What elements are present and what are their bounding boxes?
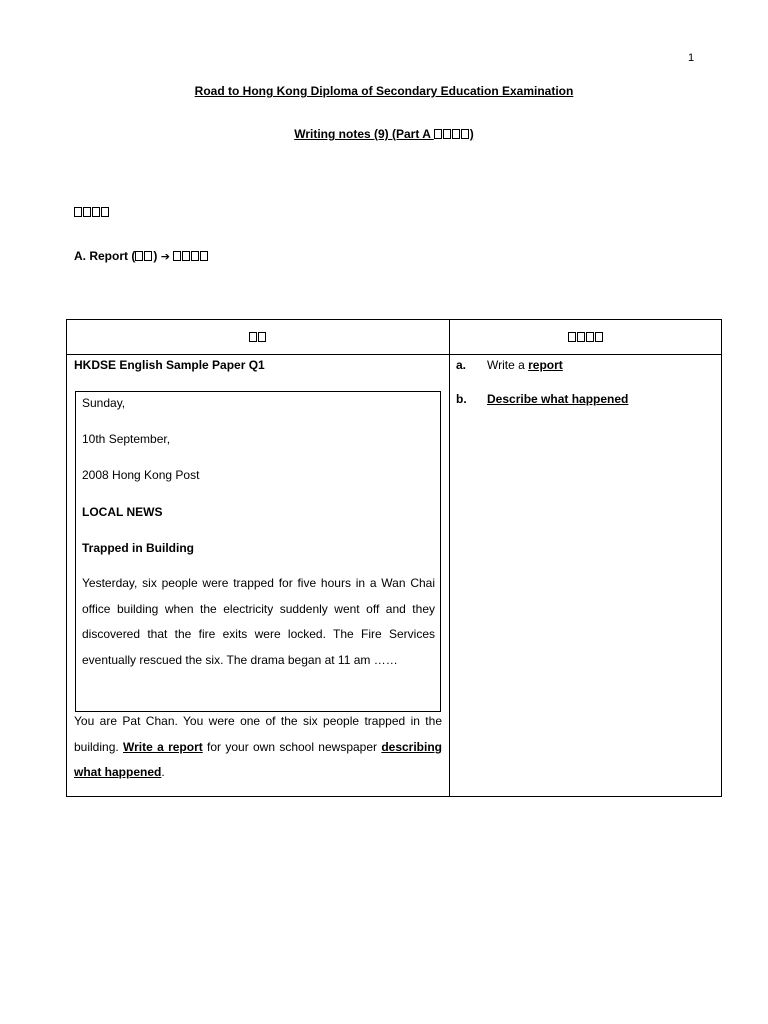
table-divider xyxy=(449,320,450,796)
section-a-mid: ) xyxy=(153,249,161,263)
subtitle-suffix: ) xyxy=(469,127,474,141)
task-instructions xyxy=(74,709,442,786)
task-item-text xyxy=(487,358,563,372)
task-item-letter: b. xyxy=(456,392,467,406)
document-title: Road to Hong Kong Diploma of Secondary Education Examination xyxy=(194,84,574,98)
task-text-1: You are Pat Chan. You were one of the six people trapped in the building. xyxy=(74,714,442,754)
task-item-text xyxy=(487,392,628,406)
section-a-prefix: A. Report ( xyxy=(74,249,136,263)
table-header-right xyxy=(450,320,721,354)
news-headline: Trapped in Building xyxy=(82,541,194,555)
news-day: Sunday, xyxy=(82,396,126,410)
subtitle-prefix: Writing notes (9) (Part A xyxy=(294,127,434,141)
task-item-emph: Describe what happened xyxy=(487,392,629,406)
page-number: 1 xyxy=(687,52,695,64)
news-source: 2008 Hong Kong Post xyxy=(82,468,200,482)
task-text-4: describing what happened xyxy=(74,739,442,779)
news-section: LOCAL NEWS xyxy=(82,505,163,519)
news-excerpt-box xyxy=(75,391,441,712)
document-subtitle xyxy=(0,127,768,141)
task-item-emph: report xyxy=(528,358,563,372)
section-a-heading xyxy=(74,249,209,263)
task-text-5: . xyxy=(161,765,165,779)
news-paragraph: Yesterday, six people were trapped for five hours in a Wan Chai office building when the electricity suddenly went off and they discovered that the fire exits were locked. The Fire Services eventually rescued the six. The drama began at 11 am …… xyxy=(82,576,435,667)
placeholder-glyphs xyxy=(434,127,470,141)
task-item-prefix: Write a xyxy=(487,358,529,372)
table-header-left xyxy=(67,320,449,354)
news-date: 10th September, xyxy=(82,432,171,446)
task-item-letter: a. xyxy=(456,358,467,372)
right-arrow-icon: ➔ xyxy=(160,251,170,263)
notes-table xyxy=(66,319,722,797)
table-header-divider xyxy=(67,354,721,355)
task-text-3: for your own school newspaper xyxy=(202,739,382,754)
section-heading xyxy=(74,205,110,219)
task-text-2: Write a report xyxy=(123,739,203,754)
question-title: HKDSE English Sample Paper Q1 xyxy=(74,358,265,372)
